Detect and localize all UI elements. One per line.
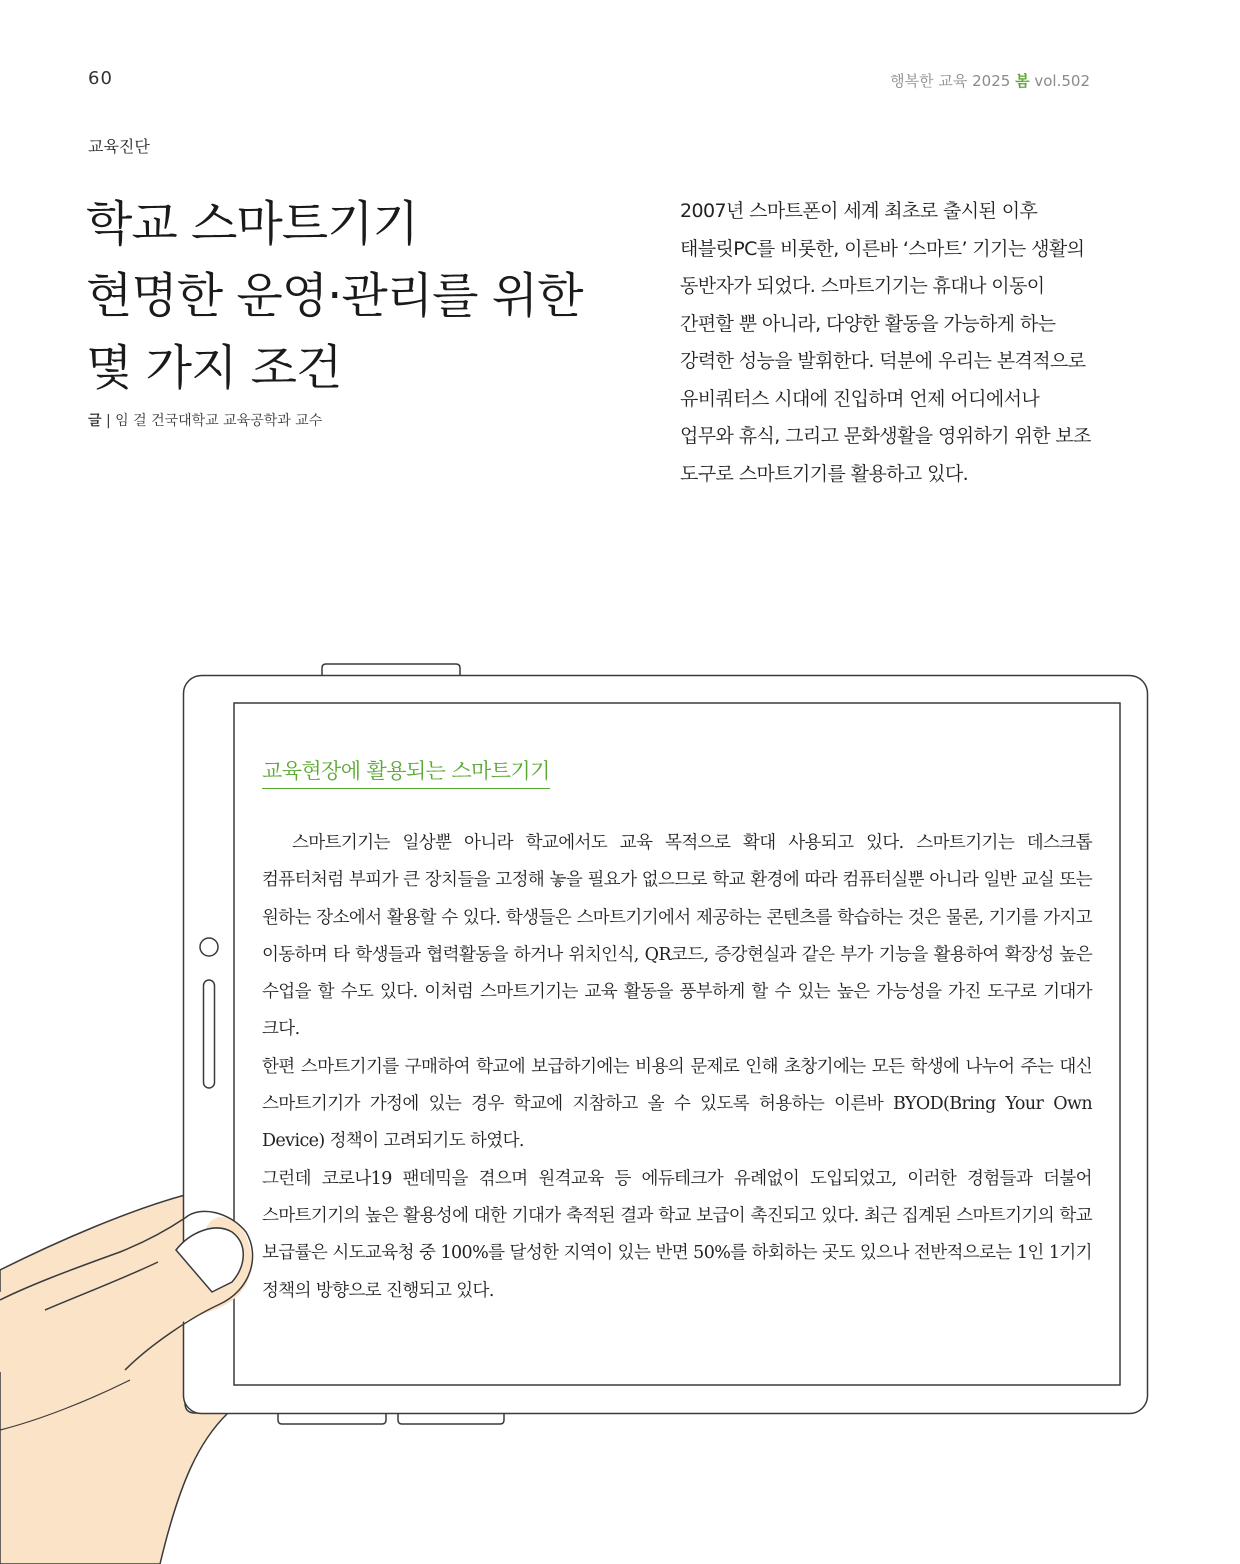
byline-author: 임 걸 건국대학교 교육공학과 교수 [115, 413, 323, 429]
side-slot [204, 980, 215, 1088]
tablet-heading: 교육현장에 활용되는 스마트기기 [262, 755, 550, 789]
byline: 글 | 임 걸 건국대학교 교육공학과 교수 [88, 413, 323, 429]
title-line: 현명한 운영·관리를 위한 [86, 268, 583, 324]
page-number: 60 [88, 68, 113, 89]
season-label: 봄 [1015, 72, 1030, 90]
tablet-bottom-button [398, 1413, 504, 1424]
home-button [200, 938, 218, 956]
intro-paragraph: 2007년 스마트폰이 세계 최초로 출시된 이후 태블릿PC를 비롯한, 이른바 ‘스마트’ 기기는 생활의 동반자가 되었다. 스마트기기는 휴대나 이동이 간편할 뿐 아니라, 다양한 활동을 가능하게 하는 강력한 성능을 발휘한다. 덕분에 우리는 본격적으로 유비쿼터스 시대에 진입하며 언제 어디에서나 업무와 휴식, 그리고 문화생활을 영위하기 위한 보조 도구로 스마트기기를 활용하고 있다. [680, 200, 1091, 485]
tablet-body [262, 825, 1092, 1310]
tablet-bottom-button [278, 1413, 386, 1424]
body-paragraph: 한편 스마트기기를 구매하여 학교에 보급하기에는 비용의 문제로 인해 초창기에는 모든 학생에 나누어 주는 대신 스마트기기가 가정에 있는 경우 학교에 지참하고 올 수 있도록 허용하는 이른바 BYOD(Bring Your Own Device) 정책이 고려되기도 하였다. [262, 1056, 1092, 1152]
byline-label: 글 [88, 413, 102, 429]
section-label: 교육진단 [88, 137, 150, 156]
publication-name: 행복한 교육 2025 [890, 72, 1011, 90]
tablet-top-button [322, 664, 460, 675]
body-paragraph: 스마트기기는 일상뿐 아니라 학교에서도 교육 목적으로 확대 사용되고 있다. 스마트기기는 데스크톱 컴퓨터처럼 부피가 큰 장치들을 고정해 놓을 필요가 없으므로 학교 환경에 따라 컴퓨터실뿐 아니라 일반 교실 또는 원하는 장소에서 활용할 수 있다. 학생들은 스마트기기에서 제공하는 콘텐츠를 학습하는 것은 물론, 기기를 가지고 이동하며 타 학생들과 협력활동을 하거나 위치인식, QR코드, 증강현실과 같은 부가 기능을 활용하여 확장성 높은 수업을 할 수도 있다. 이처럼 스마트기기는 교육 활동을 풍부하게 할 수 있는 높은 가능성을 가진 도구로 기대가 크다. [262, 833, 1092, 1040]
title-line: 몇 가지 조건 [86, 340, 342, 396]
volume-label: vol.502 [1034, 72, 1090, 90]
body-paragraph: 그런데 코로나19 팬데믹을 겪으며 원격교육 등 에듀테크가 유례없이 도입되었고, 이러한 경험들과 더불어 스마트기기의 높은 활용성에 대한 기대가 축적된 결과 학교 보급이 촉진되고 있다. 최근 집계된 스마트기기의 학교 보급률은 시도교육청 중 100%를 달성한 지역이 있는 반면 50%를 하회하는 곳도 있으나 전반적으로는 1인 1기기 정책의 방향으로 진행되고 있다. [262, 1168, 1092, 1301]
title-line: 학교 스마트기기 [86, 196, 418, 252]
